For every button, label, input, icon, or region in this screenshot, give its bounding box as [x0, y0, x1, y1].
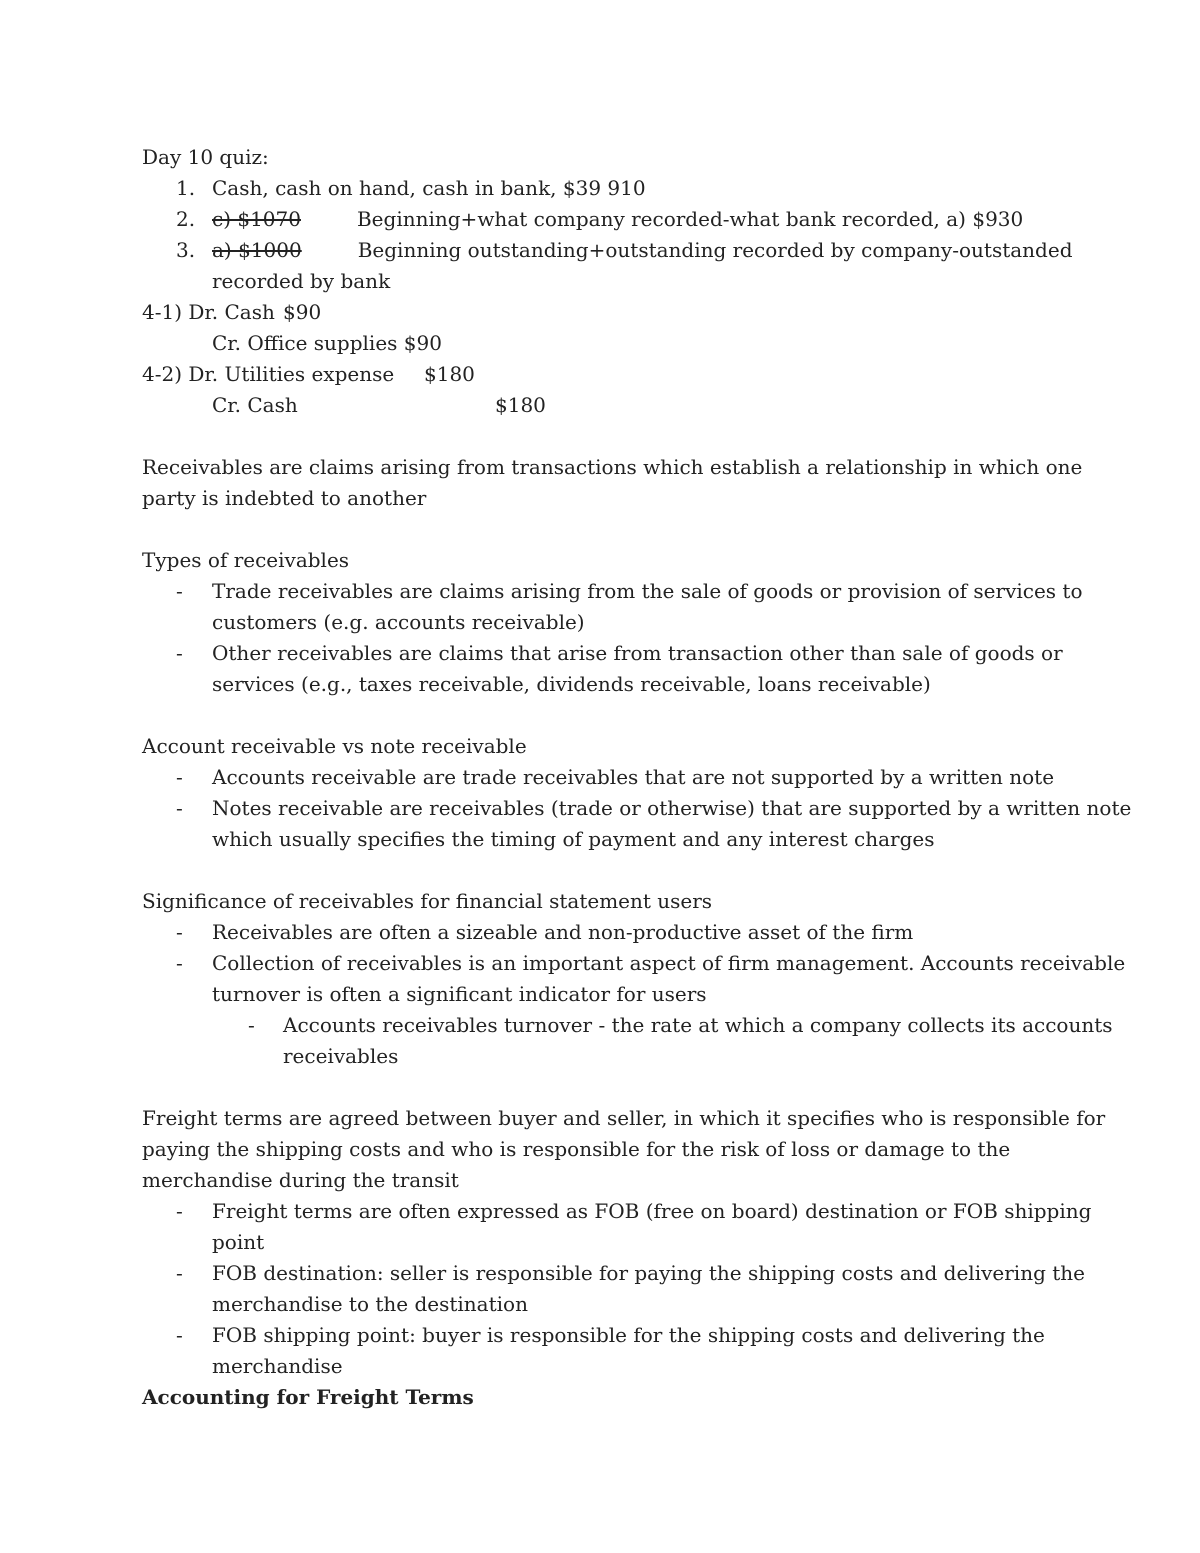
bullet-dash: - [176, 579, 183, 603]
item-number: 3. [176, 238, 196, 262]
quiz-item-3-cont: recorded by bank [212, 269, 391, 293]
list-item: - Freight terms are often expressed as FOB (free on board) destination or FOB shipping [142, 1196, 1082, 1227]
section-heading: Accounting for Freight Terms [142, 1385, 474, 1409]
debit-amount: $90 [283, 300, 322, 324]
bullet-dash: - [176, 920, 183, 944]
section-title-ar-vs-nr: Account receivable vs note receivable [142, 734, 527, 758]
quiz-item-2 [142, 204, 1082, 235]
list-item: - Trade receivables are claims arising from the sale of goods or provision of services to [142, 576, 1082, 607]
list-item: - Receivables are often a sizeable and non-productive asset of the firm [142, 917, 1082, 948]
bullet-dash: - [176, 641, 183, 665]
quiz-item-1 [142, 173, 1082, 204]
section-title-types: Types of receivables [142, 548, 350, 572]
journal-entry-4-2-cr: Cr. Cash $180 [142, 390, 1082, 421]
bullet-dash: - [176, 951, 183, 975]
list-item: - Other receivables are claims that arise from transaction other than sale of goods or [142, 638, 1082, 669]
bullet-dash: - [176, 1261, 183, 1285]
bullet-dash: - [176, 765, 183, 789]
journal-entry-4-1-dr: 4-1) Dr. Cash $90 [142, 297, 1082, 328]
struck-answer: c) $1070 [212, 207, 301, 231]
item-text: Cash, cash on hand, cash in bank, $39 910 [212, 176, 646, 200]
credit-amount: $180 [495, 393, 546, 417]
quiz-item-3 [142, 235, 1082, 266]
freight-definition: Freight terms are agreed between buyer and seller, in which it specifies who is responsible for [142, 1106, 1106, 1130]
struck-answer: a) $1000 [212, 238, 302, 262]
list-item: - Accounts receivable are trade receivables that are not supported by a written note [142, 762, 1082, 793]
bullet-dash: - [248, 1013, 255, 1037]
list-item: - Collection of receivables is an important aspect of firm management. Accounts receivable [142, 948, 1082, 979]
item-number: 2. [176, 207, 196, 231]
journal-entry-4-2-dr: 4-2) Dr. Utilities expense $180 [142, 359, 1082, 390]
bullet-dash: - [176, 1323, 183, 1347]
list-item: - Notes receivable are receivables (trade or otherwise) that are supported by a written note [142, 793, 1082, 824]
sub-list-item: - Accounts receivables turnover - the rate at which a company collects its accounts [142, 1010, 1082, 1041]
item-number: 1. [176, 176, 196, 200]
journal-entry-4-1-cr: Cr. Office supplies $90 [212, 331, 442, 355]
bullet-dash: - [176, 796, 183, 820]
debit-amount: $180 [424, 362, 475, 386]
section-title-significance: Significance of receivables for financial statement users [142, 889, 713, 913]
bullet-dash: - [176, 1199, 183, 1223]
receivables-definition: Receivables are claims arising from transactions which establish a relationship in which one [142, 455, 1083, 479]
document-content: Day 10 quiz: 1. Cash, cash on hand, cash in bank, $39 910 2. c) $1070 Beginning+what company recorded-what bank recorded, a) $930 3. a) $1000 Beginning outstanding+outstanding recorded by company-outstanded recorded by bank 4-1) Dr. Cash $90 Cr. Office supplies $90 4-2) Dr. Utilities expense $180 Cr. Cash $180 Receivables are claims arising from transactions which establish a relationship in which one party is indebted to another Types of receivables - Trade receivables are claims arising from the sale of goods or provision of services to customers (e.g. accounts receivable) - Other receivables are claims that arise from transaction other than sale of goods or services (e.g., taxes receivable, dividends receivable, loans receivable) Account receivable vs note receivable - Accounts receivable are trade receivables that are not supported by a written note - Notes receivable are receivables (trade or otherwise) that are supported by a written note which usually specifies the timing of payment and any interest charges Significance of receivables for financial statement users - Receivables are often a sizeable and non-productive asset of the firm - Collection of receivables is an important aspect of firm management. Accounts receivable turnover is often a significant indicator for users - Accounts receivables turnover - the rate at which a company collects its accounts receivables Freight terms are agreed between buyer and seller, in which it specifies who is responsible for paying the shipping costs and who is responsible for the risk of loss or damage to the merchandise during the transit - Freight terms are often expressed as FOB (free on board) destination or FOB shipping point - FOB destination: seller is responsible for paying the shipping costs and delivering the merchandise to the destination - FOB shipping point: buyer is responsible for the shipping costs and delivering the merchandise Accounting for Freight Terms [142, 142, 1082, 1413]
quiz-title: Day 10 quiz: [142, 145, 269, 169]
list-item: - FOB shipping point: buyer is responsible for the shipping costs and delivering the [142, 1320, 1082, 1351]
list-item: - FOB destination: seller is responsible for paying the shipping costs and delivering the [142, 1258, 1082, 1289]
item-text: Beginning+what company recorded-what bank recorded, a) $930 [356, 207, 1024, 231]
item-text: Beginning outstanding+outstanding recorded by company-outstanded [357, 238, 1073, 262]
